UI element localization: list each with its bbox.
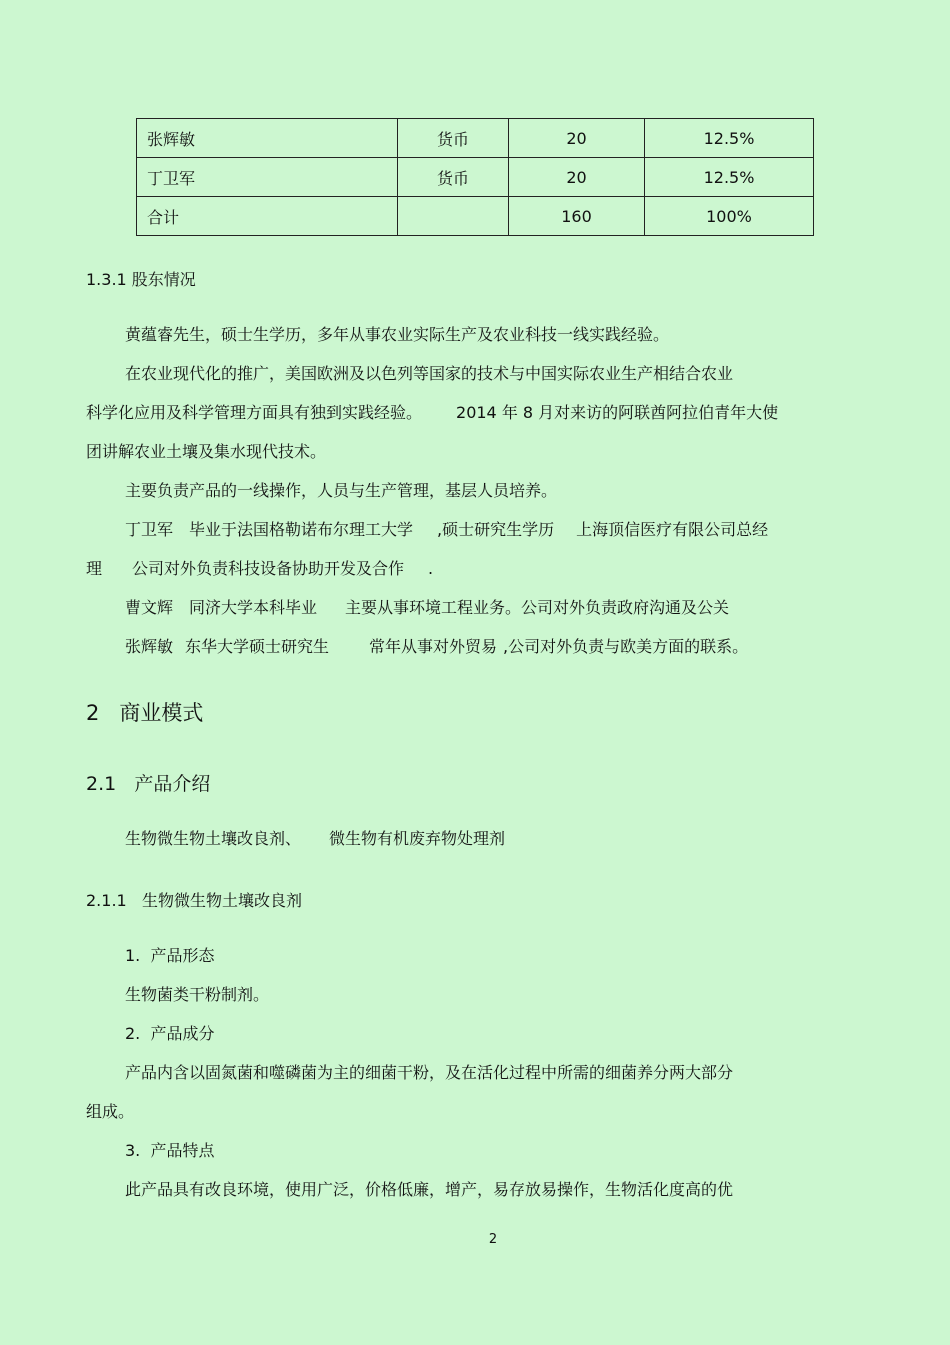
text-span: ,硕士研究生学历 — [437, 520, 555, 539]
table-cell: 12.5% — [645, 119, 814, 158]
section-heading-2: 2 商业模式 — [86, 701, 204, 725]
text-span: 公司对外负责科技设备协助开发及合作 — [132, 559, 405, 578]
person-name: 曹文辉 — [125, 598, 174, 617]
table-cell: 160 — [509, 197, 645, 236]
text-span: 毕业于法国格勒诺布尔理工大学 — [189, 520, 414, 539]
paragraph-line — [125, 636, 748, 658]
page-number: 2 — [488, 1232, 498, 1247]
paragraph: 主要负责产品的一线操作，人员与生产管理，基层人员培养。 — [125, 481, 558, 500]
paragraph: 在农业现代化的推广，美国欧洲及以色列等国家的技术与中国实际农业生产相结合农业 — [125, 364, 734, 383]
paragraph-line: 组成。 — [86, 1102, 135, 1121]
table-cell: 合计 — [137, 197, 398, 236]
text-span: 常年从事对外贸易 — [369, 637, 498, 656]
paragraph-line: 团讲解农业土壤及集水现代技术。 — [86, 442, 327, 461]
list-item-heading: 1. 产品形态 — [125, 946, 215, 965]
table-cell: 丁卫军 — [137, 158, 398, 197]
section-heading-1-3-1: 1.3.1 股东情况 — [86, 270, 196, 289]
person-name: 丁卫军 — [125, 520, 174, 539]
paragraph: 生物菌类干粉制剂。 — [125, 985, 270, 1004]
text-span: . — [428, 559, 434, 578]
table-cell: 货币 — [398, 158, 509, 197]
text-span: 理 — [86, 559, 103, 578]
paragraph: 此产品具有改良环境，使用广泛，价格低廉，增产，易存放易操作，生物活化度高的优 — [125, 1180, 734, 1199]
table-row — [137, 197, 814, 236]
text-span: 主要从事环境工程业务。公司对外负责政府沟通及公关 — [345, 598, 730, 617]
table-cell: 张辉敏 — [137, 119, 398, 158]
paragraph-line — [86, 402, 778, 424]
table-cell: 20 — [509, 119, 645, 158]
table-row — [137, 119, 814, 158]
table-cell: 20 — [509, 158, 645, 197]
person-name: 张辉敏 — [125, 637, 174, 656]
section-heading-2-1-1: 2.1.1 生物微生物土壤改良剂 — [86, 891, 302, 910]
text-span: 上海顶信医疗有限公司总经 — [576, 520, 769, 539]
paragraph-line — [125, 519, 768, 541]
table-cell: 100% — [645, 197, 814, 236]
paragraph: 产品内含以固氮菌和噬磷菌为主的细菌干粉，及在活化过程中所需的细菌养分两大部分 — [125, 1063, 734, 1082]
paragraph-line — [125, 597, 729, 619]
shareholder-table — [136, 118, 814, 236]
paragraph: 黄蕴睿先生，硕士生学历，多年从事农业实际生产及农业科技一线实践经验。 — [125, 325, 670, 344]
table-cell — [398, 197, 509, 236]
paragraph-line — [86, 558, 433, 580]
text-span: 2014 年 8 月对来访的阿联酋阿拉伯青年大使 — [456, 403, 779, 422]
list-item-heading: 3. 产品特点 — [125, 1141, 215, 1160]
section-heading-2-1: 2.1 产品介绍 — [86, 773, 211, 795]
text-span: ,公司对外负责与欧美方面的联系。 — [503, 637, 749, 656]
table-cell: 12.5% — [645, 158, 814, 197]
text-span: 科学化应用及科学管理方面具有独到实践经验。 — [86, 403, 423, 422]
paragraph-line — [125, 828, 505, 850]
text-span: 同济大学本科毕业 — [189, 598, 318, 617]
list-item-heading: 2. 产品成分 — [125, 1024, 215, 1043]
table-cell: 货币 — [398, 119, 509, 158]
table-row — [137, 158, 814, 197]
text-span: 生物微生物土壤改良剂、 — [125, 829, 302, 848]
text-span: 东华大学硕士研究生 — [185, 637, 330, 656]
text-span: 微生物有机废弃物处理剂 — [329, 829, 506, 848]
